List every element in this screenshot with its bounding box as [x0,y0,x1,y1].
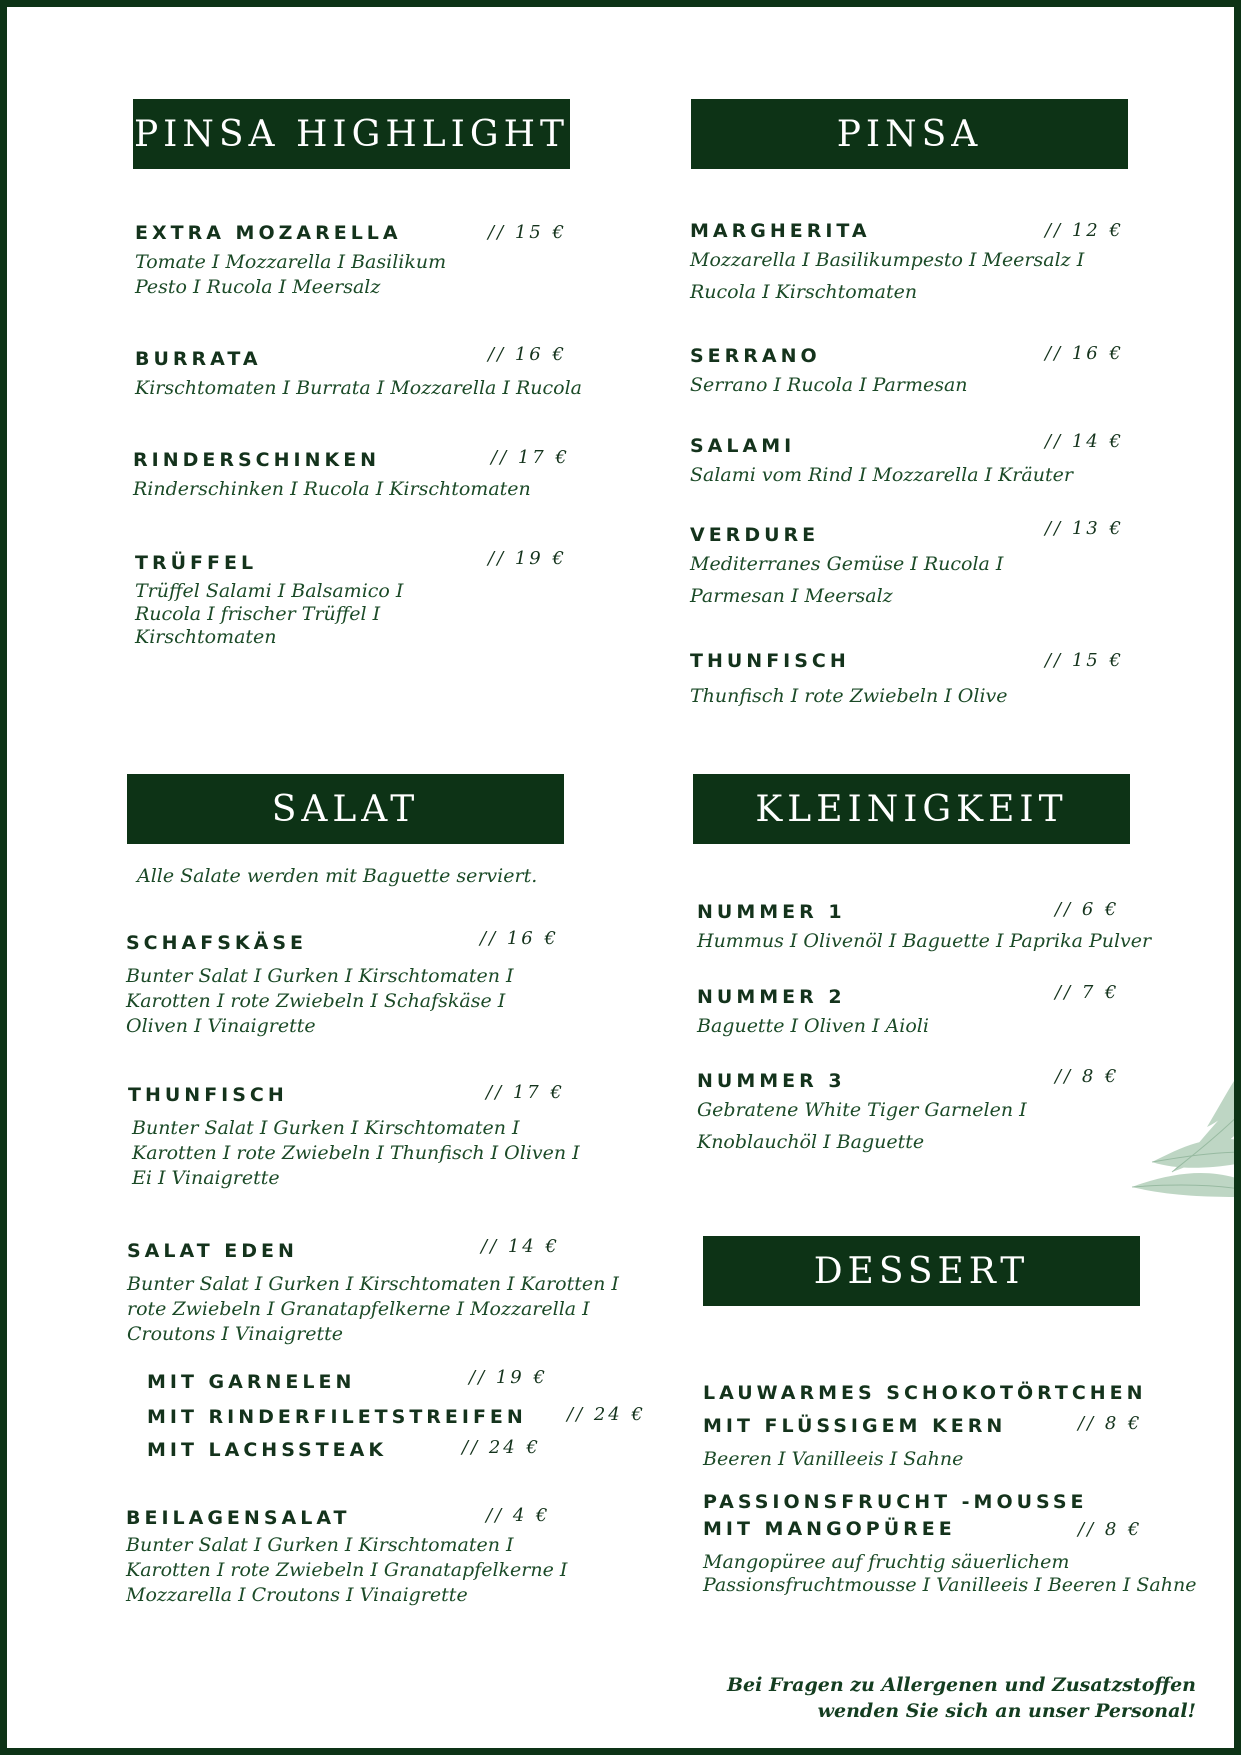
palm-leaf-icon [1072,1052,1241,1217]
menu-item [126,928,606,1039]
menu-item [135,222,575,300]
item-description: Bunter Salat I Gurken I Kirschtomaten I Karotten I rote Zwiebeln I Schafskäse I Oliven I Vinaigrette [126,965,514,1037]
extra-item [147,1406,667,1428]
item-name: SERRANO [690,345,821,367]
item-name: PASSIONSFRUCHT -MOUSSE MIT MANGOPÜREE [703,1491,1088,1540]
item-price: // 17 € [486,1082,565,1103]
item-name: VERDURE [690,524,820,546]
item-name: MIT GARNELEN [147,1371,356,1393]
item-description: Thunfisch I rote Zwiebeln I Olive [690,685,1008,707]
item-price: // 7 € [1055,982,1120,1003]
item-name: RINDERSCHINKEN [133,449,381,471]
item-price: // 6 € [1055,899,1120,920]
section-title: PINSA HIGHLIGHT [133,113,570,155]
item-name: NUMMER 2 [697,986,846,1008]
item-name: SALAMI [690,435,796,457]
item-description: Baguette I Oliven I Aioli [697,1015,929,1037]
section-banner-kleinigkeit [693,774,1130,844]
menu-item [135,548,585,649]
section-banner-pinsa [691,99,1128,169]
item-name: BURRATA [135,348,262,370]
section-title: PINSA [836,113,983,155]
item-price: // 4 € [486,1505,551,1526]
item-description: Hummus I Olivenöl I Baguette I Paprika Pulver [697,930,1152,952]
item-description: Kirschtomaten I Burrata I Mozzarella I Rucola [135,377,583,399]
menu-item [127,1236,627,1347]
item-name: SCHAFSKÄSE [126,932,307,954]
item-price: // 8 € [1078,1413,1143,1434]
item-price: // 12 € [1045,220,1124,241]
item-price: // 24 € [462,1437,541,1458]
extra-item [147,1439,617,1461]
allergen-notice-line2: wenden Sie sich an unser Personal! [817,1700,1196,1722]
menu-item [690,431,1160,488]
item-description: Tomate I Mozzarella I Basilikum Pesto I Rucola I Meersalz [135,251,447,298]
item-name: MIT LACHSSTEAK [147,1439,388,1461]
item-name: NUMMER 3 [697,1070,846,1092]
item-description: Serrano I Rucola I Parmesan [690,374,968,396]
item-description: Bunter Salat I Gurken I Kirschtomaten I Karotten I rote Zwiebeln I Granatapfelkerne I Mozzarella I Croutons I Vinaigrette [126,1534,568,1606]
menu-item [703,1377,1223,1472]
item-name: SALAT EDEN [127,1240,298,1262]
item-name: EXTRA MOZARELLA [135,222,402,244]
item-name: MIT RINDERFILETSTREIFEN [147,1406,527,1428]
menu-item [697,901,1167,954]
item-price: // 17 € [491,447,570,468]
section-banner-pinsa-highlight [133,99,570,169]
menu-item [690,345,1160,398]
section-title: KLEINIGKEIT [755,788,1068,830]
item-description: Mozzarella I Basilikumpesto I Meersalz I Rucola I Kirschtomaten [690,249,1085,303]
item-description: Rinderschinken I Rucola I Kirschtomaten [133,478,531,500]
item-description: Beeren I Vanilleeis I Sahne [703,1448,964,1470]
item-description: Mangopüree auf fruchtig säuerlichem Passionsfruchtmousse I Vanilleeis I Beeren I Sahne [703,1551,1197,1596]
item-name: TRÜFFEL [135,552,258,574]
item-name: THUNFISCH [128,1084,288,1106]
item-price: // 24 € [567,1404,646,1425]
item-price: // 14 € [1045,431,1124,452]
menu-item [135,344,605,401]
menu-item [128,1084,608,1191]
item-description: Trüffel Salami I Balsamico I Rucola I frischer Trüffel I Kirschtomaten [135,580,404,648]
item-description: Bunter Salat I Gurken I Kirschtomaten I Karotten I rote Zwiebeln I Granatapfelkerne I Mozzarella I Croutons I Vinaigrette [127,1273,619,1345]
section-title: SALAT [271,788,420,830]
section-banner-salat [127,774,564,844]
extra-item [147,1367,617,1393]
item-price: // 16 € [488,344,567,365]
item-price: // 19 € [469,1367,548,1388]
item-price: // 8 € [1055,1066,1120,1087]
menu-item [690,220,1160,308]
allergen-notice [727,1672,1196,1724]
item-name: MARGHERITA [690,220,871,242]
item-name: THUNFISCH [690,650,850,672]
item-description: Mediterranes Gemüse I Rucola I Parmesan I Meersalz [690,553,1004,607]
item-description: Salami vom Rind I Mozzarella I Kräuter [690,464,1073,486]
item-name: BEILAGENSALAT [126,1507,351,1529]
item-price: // 14 € [481,1236,560,1257]
item-price: // 15 € [488,222,567,243]
item-price: // 19 € [488,548,567,569]
item-price: // 13 € [1045,518,1124,539]
menu-item [690,650,1160,709]
section-title: DESSERT [813,1250,1030,1292]
menu-item [697,982,1167,1039]
menu-item [133,449,603,502]
item-name: NUMMER 1 [697,901,846,923]
item-price: // 16 € [480,928,559,949]
section-banner-dessert [703,1236,1140,1306]
item-description: Bunter Salat I Gurken I Kirschtomaten I Karotten I rote Zwiebeln I Thunfisch I Oliven I Ei I Vinaigrette [132,1117,580,1189]
menu-item [690,518,1160,612]
menu-item [126,1507,606,1608]
allergen-notice-line1: Bei Fragen zu Allergenen und Zusatzstoffen [726,1674,1196,1696]
item-price: // 15 € [1045,650,1124,671]
item-name: LAUWARMES SCHOKOTÖRTCHEN MIT FLÜSSIGEM KERN [703,1382,1147,1437]
salat-note: Alle Salate werden mit Baguette serviert. [137,865,538,887]
item-price: // 16 € [1045,343,1124,364]
menu-item [703,1489,1223,1597]
item-price: // 8 € [1078,1519,1143,1540]
item-description: Gebratene White Tiger Garnelen I Knoblauchöl I Baguette [697,1099,1027,1153]
